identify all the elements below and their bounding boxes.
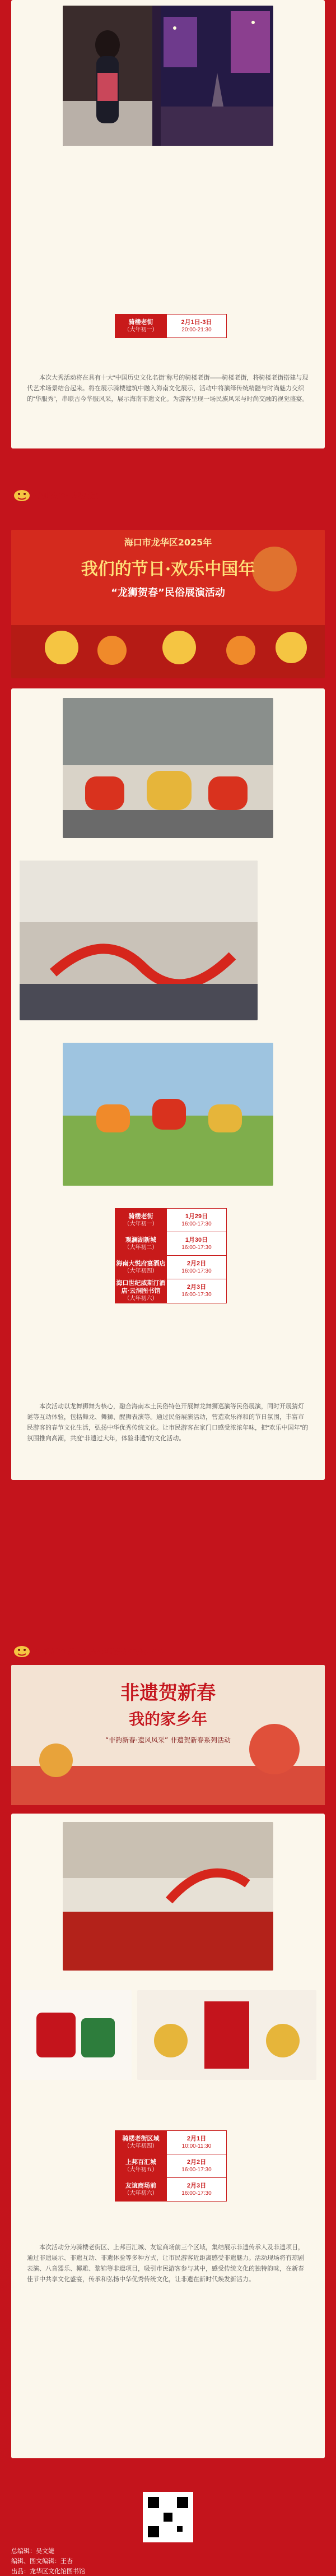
dragon-dance-photo (20, 861, 258, 1020)
credit-editor: 编辑、图文编辑：王杏 (11, 2558, 73, 2565)
schedule-time: 2月1日 10:00-11:30 (167, 2131, 227, 2154)
schedule-time: 1月30日 16:00-17:30 (167, 1232, 227, 1256)
schedule-row (115, 2131, 227, 2154)
credits-block (11, 2546, 85, 2576)
snake-mascot-icon (12, 487, 31, 502)
schedule-time: 2月2日 16:00-17:30 (167, 1256, 227, 1279)
schedule-time: 1月29日 16:00-17:30 (167, 1209, 227, 1232)
lion-dance-banner (11, 530, 325, 678)
schedule-location: 骑楼老街区域 （大年初四） (115, 2131, 167, 2154)
section3-title: “非韵新春·遗风风采”非遗贺新春系列活动 (32, 1648, 166, 1656)
schedule-row (115, 315, 227, 338)
banner-line1: 非遗贺新春 (120, 1682, 216, 1704)
section1-paragraph: 本次大秀活动将在具有十大“中国历史文化名街”称号的骑楼老街——骑楼老街，将骑楼老街搭建与现代艺术场景结合起来。将在展示骑楼建筑中融入海南文化展示，活动中将演绎传统精髓与时尚魅力交织的“华服秀”，串联古今华服风采，展示海南非遗文化。为游客呈现一场民族风采与时尚交融的视觉盛宴。 (27, 374, 309, 403)
credit-editor-in-chief: 总编辑：吴文婕 (11, 2548, 54, 2555)
schedule-time: 2月2日 16:00-17:30 (167, 2154, 227, 2178)
section1-schedule-table (115, 314, 227, 338)
lion-dance-photo-1 (63, 698, 273, 838)
schedule-row (115, 1232, 227, 1256)
section2-paragraph: 本次活动以龙舞狮舞为核心，融合海南本土民俗特色开展舞龙舞狮巡演等民俗展演，同时开展猜灯谜等互动体验，包括舞龙、舞狮、醒狮表演等。通过民俗展演活动，营造欢乐祥和的节日氛围，丰富市民游客的春节文化生活，弘扬中华优秀传统文化。让市民游客在家门口感受浓浓年味，把“欢乐中国年”的氛围推向高潮，共度“非遗过大年，体验非遗”的文化活动。 (27, 1403, 309, 1442)
banner-line2: 我的家乡年 (128, 1710, 207, 1728)
schedule-row (115, 1256, 227, 1279)
schedule-location: 海口世纪威斯汀酒店·云洞图书馆 （大年初六） (115, 1279, 167, 1303)
heritage-parade-photo (63, 1822, 273, 1971)
banner-line1: 海口市龙华区2025年 (124, 537, 212, 548)
schedule-row (115, 2154, 227, 2178)
heritage-products-photo-right (137, 1990, 316, 2080)
lion-dance-photo-2 (63, 1043, 273, 1186)
banner-line3: “非韵新春·遗风风采” 非遗贺新春系列活动 (105, 1736, 231, 1744)
section3-paragraph: 本次活动分为骑楼老街区、上邦百汇城、友谊商场前三个区域，集结展示非遗传承人及非遗项目，通过非遗展示、非遗互动、非遗体验等多种方式，让市民游客近距离感受非遗魅力。活动现场将有琼剧表演、八音器乐、椰雕、黎锦等非遗项目，吸引市民游客参与其中，感受传统文化的独特韵味，在新春佳节中共享文化盛宴，传承和弘扬中华优秀传统文化，让非遗在新时代焕发新活力。 (27, 2244, 304, 2283)
section2-title: “龙狮贺春”民俗展演 (32, 492, 99, 500)
schedule-time: 2月1日-3日 20:00-21:30 (167, 315, 227, 338)
schedule-location: 海南大悦府宴酒店 （大年初四） (115, 1256, 167, 1279)
schedule-time: 2月3日 16:00-17:30 (167, 2178, 227, 2202)
schedule-location: 骑楼老街 （大年初一） (115, 315, 167, 338)
schedule-row (115, 1209, 227, 1232)
schedule-location: 上邦百汇城 （大年初五） (115, 2154, 167, 2178)
intangible-heritage-banner (11, 1665, 325, 1805)
banner-line3: “龙狮贺春”民俗展演活动 (111, 587, 225, 599)
banner-line2: 我们的节日·欢乐中国年 (81, 559, 255, 579)
credit-producer: 出品：龙华区文化馆图书馆 (11, 2568, 85, 2575)
qr-code[interactable] (143, 2492, 193, 2542)
snake-mascot-icon (12, 1643, 31, 1658)
schedule-location: 观澜湖新城 （大年初二） (115, 1232, 167, 1256)
schedule-time: 2月3日 16:00-17:30 (167, 1279, 227, 1303)
schedule-row (115, 1279, 227, 1303)
schedule-row (115, 2178, 227, 2202)
heritage-products-photo-left (20, 1990, 132, 2080)
schedule-location: 友谊商场前 （大年初六） (115, 2178, 167, 2202)
fashion-show-photo (63, 6, 273, 146)
schedule-location: 骑楼老街 （大年初一） (115, 1209, 167, 1232)
section3-schedule-table (115, 2130, 227, 2202)
section2-schedule-table (115, 1208, 227, 1303)
